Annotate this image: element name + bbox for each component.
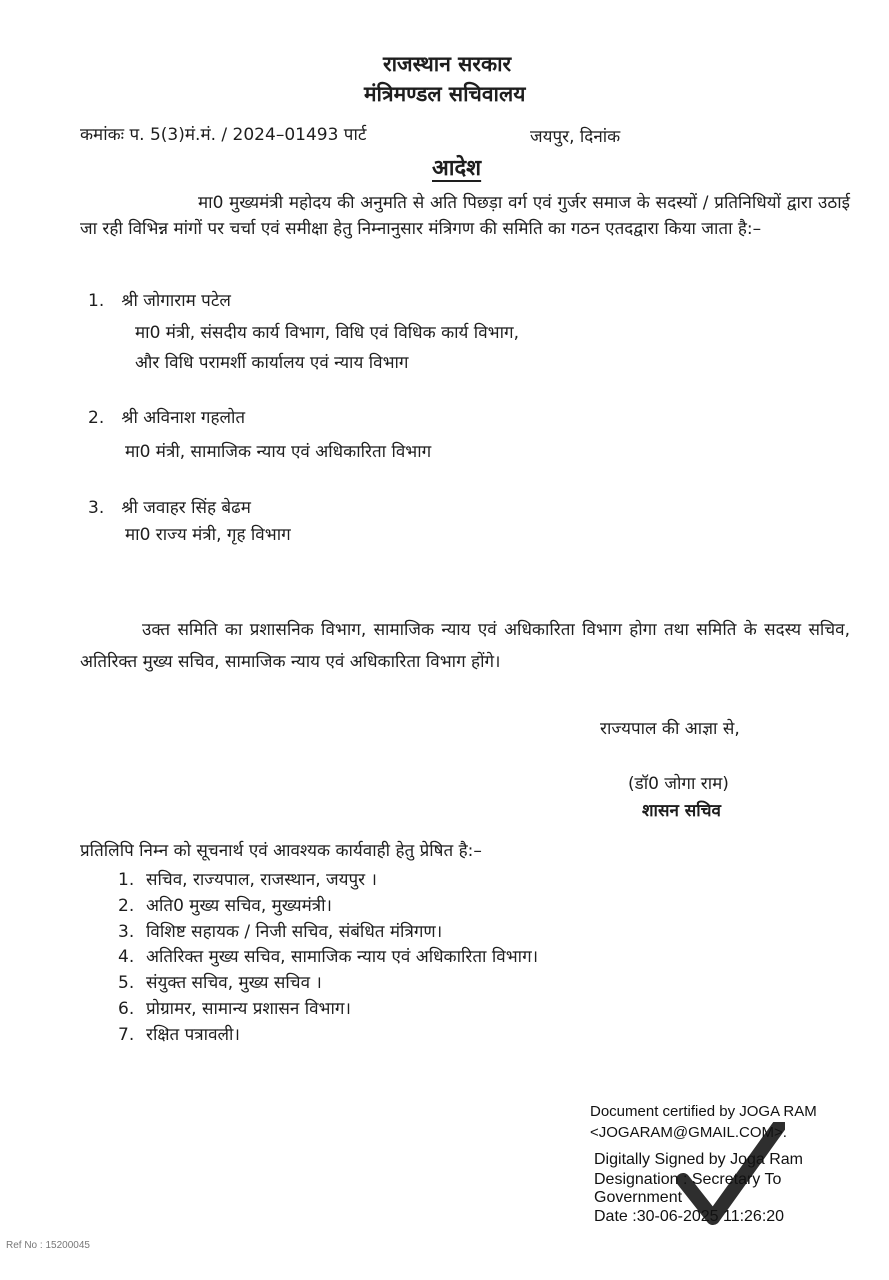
certified-email: <JOGARAM@GMAIL.COM>. — [590, 1124, 787, 1141]
order-of-governor: राज्यपाल की आज्ञा से, — [600, 719, 740, 739]
certified-by: Document certified by JOGA RAM — [590, 1103, 817, 1120]
list-number: 5. — [118, 973, 135, 994]
list-item — [118, 1023, 538, 1049]
member-name: श्री अविनाश गहलोत — [121, 408, 246, 428]
member-name: श्री जोगाराम पटेल — [121, 291, 231, 311]
member-1 — [88, 288, 231, 311]
list-number: 7. — [118, 1024, 135, 1045]
list-number: 3. — [118, 921, 135, 942]
place-date: जयपुर, दिनांक — [530, 127, 621, 147]
list-number: 1. — [118, 870, 135, 890]
order-number: कमांकः प. 5(3)मं.मं. / 2024–01493 पार्ट — [80, 125, 367, 145]
member-number: 1. — [88, 291, 105, 311]
member-number: 3. — [88, 498, 105, 518]
copy-intro: प्रतिलिपि निम्न को सूचनार्थ एवं आवश्यक कार्यवाही हेतु प्रेषित है:– — [80, 841, 482, 861]
reference-number: Ref No : 15200045 — [6, 1240, 90, 1251]
member-number: 2. — [88, 408, 105, 428]
list-number: 4. — [118, 947, 135, 968]
list-item — [118, 894, 538, 920]
member-3-role: मा0 राज्य मंत्री, गृह विभाग — [125, 525, 291, 545]
list-item — [118, 971, 538, 997]
member-3 — [88, 495, 251, 518]
list-text: सचिव, राज्यपाल, राजस्थान, जयपुर । — [146, 870, 377, 890]
signatory-designation: शासन सचिव — [642, 801, 721, 821]
copy-list — [118, 868, 538, 1049]
list-item — [118, 997, 538, 1023]
member-1-role-2: और विधि परामर्शी कार्यालय एवं न्याय विभाग — [135, 353, 409, 373]
list-text: विशिष्ट सहायक / निजी सचिव, संबंधित मंत्रिगण। — [146, 921, 443, 942]
list-item — [118, 868, 538, 894]
member-name: श्री जवाहर सिंह बेढम — [121, 498, 251, 518]
list-number: 6. — [118, 998, 135, 1019]
list-text: प्रोग्रामर, सामान्य प्रशासन विभाग। — [146, 998, 351, 1019]
dept-heading: मंत्रिमण्डल सचिवालय — [364, 82, 526, 106]
list-number: 2. — [118, 895, 135, 916]
list-text: रक्षित पत्रावली। — [146, 1024, 240, 1045]
conclusion-paragraph: उक्त समिति का प्रशासनिक विभाग, सामाजिक न्याय एवं अधिकारिता विभाग होगा तथा समिति के सदस्य सचिव, अतिरिक्त मुख्य सचिव, सामाजिक न्याय एवं अधिकारिता विभाग होंगे। — [80, 620, 850, 672]
member-2-role: मा0 मंत्री, सामाजिक न्याय एवं अधिकारिता विभाग — [125, 442, 432, 462]
intro-paragraph: मा0 मुख्यमंत्री महोदय की अनुमति से अति पिछड़ा वर्ग एवं गुर्जर समाज के सदस्यों / प्रतिनिधियों द्वारा उठाई जा रही विभिन्न मांगों पर चर्चा एवं समीक्षा हेतु निम्नानुसार मंत्रिगण की समिति का गठन एतदद्वारा किया जाता है:– — [80, 193, 850, 239]
checkmark-icon — [675, 1122, 785, 1232]
list-text: संयुक्त सचिव, मुख्य सचिव । — [146, 973, 322, 994]
signatory-name: (डॉ0 जोगा राम) — [628, 774, 729, 794]
digitally-signed-by: Digitally Signed by Joga Ram — [594, 1151, 803, 1168]
list-item — [118, 920, 538, 946]
list-text: अति0 मुख्य सचिव, मुख्यमंत्री। — [146, 895, 332, 916]
signature-date: Date :30-06-2025 11:26:20 — [594, 1208, 785, 1225]
list-text: अतिरिक्त मुख्य सचिव, सामाजिक न्याय एवं अधिकारिता विभाग। — [146, 947, 539, 968]
govt-heading: राजस्थान सरकार — [383, 52, 512, 76]
list-item — [118, 945, 538, 971]
signer-designation-cont: Government — [594, 1189, 683, 1206]
member-1-role-1: मा0 मंत्री, संसदीय कार्य विभाग, विधि एवं विधिक कार्य विभाग, — [135, 323, 519, 343]
signer-designation: Designation : Secretary To — [594, 1171, 782, 1188]
member-2 — [88, 405, 245, 428]
order-title: आदेश — [432, 156, 482, 181]
